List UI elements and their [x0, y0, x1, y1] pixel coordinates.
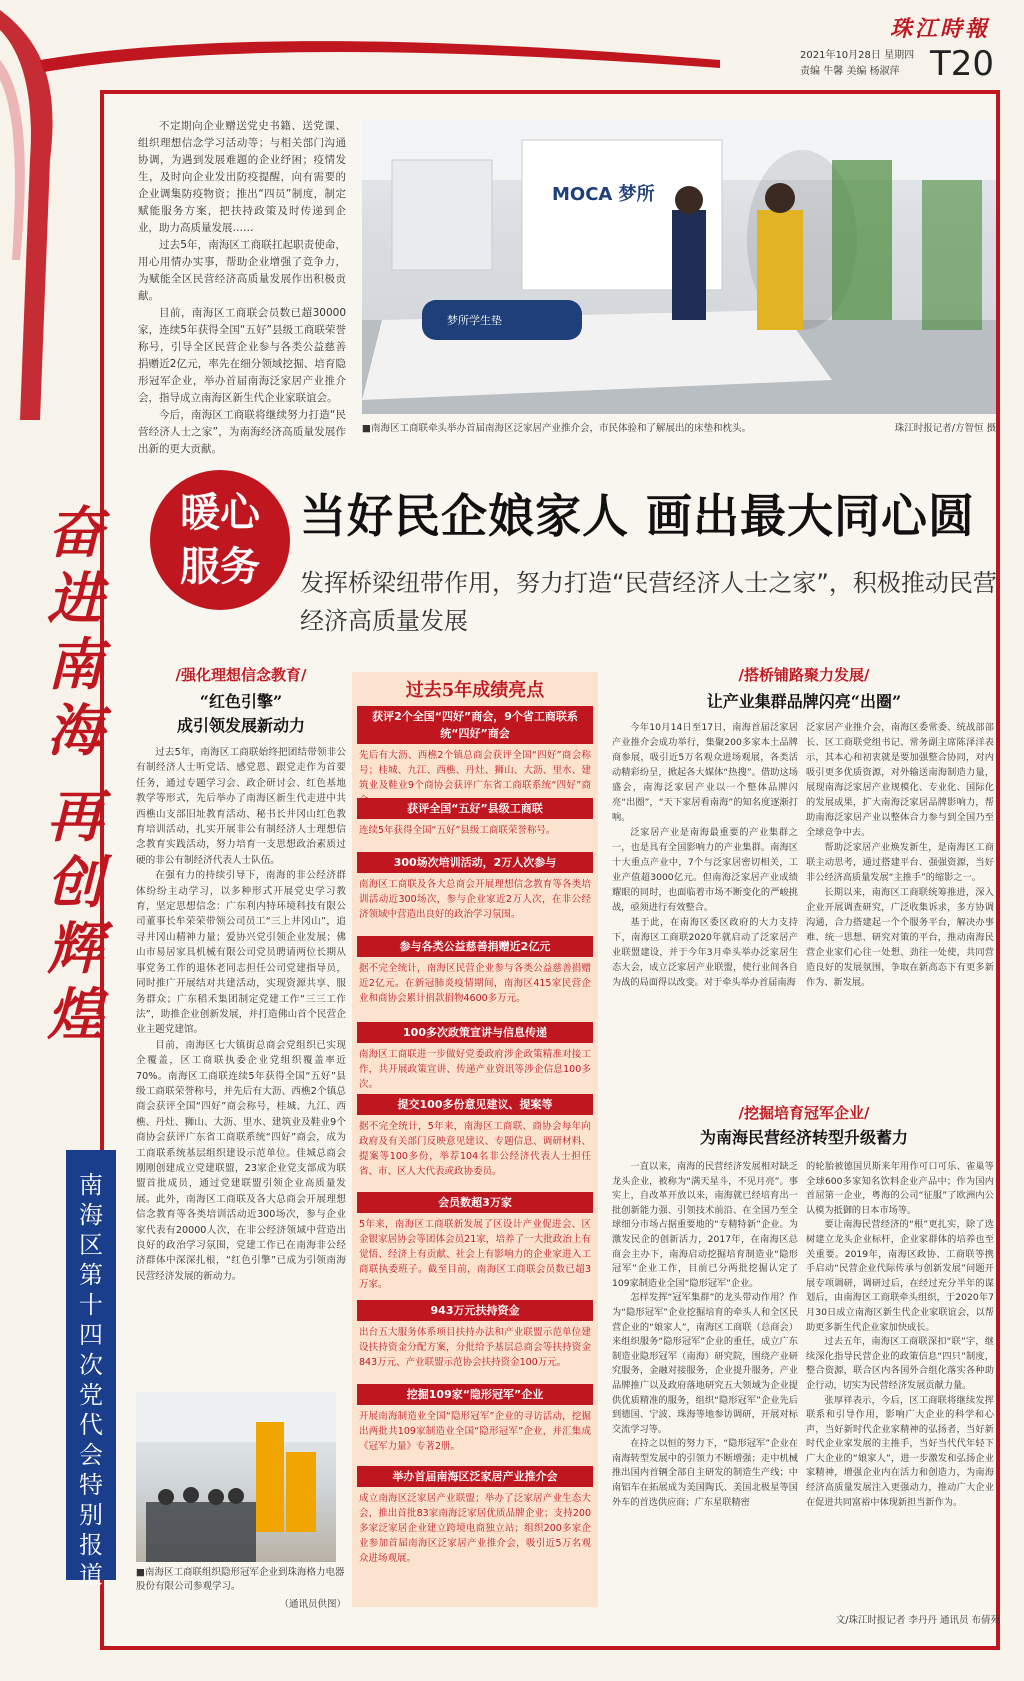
red-swoosh-decoration	[20, 20, 740, 100]
warm-service-badge	[150, 470, 290, 610]
intro-column	[138, 118, 346, 458]
brand-sign: MOCA 梦所	[552, 184, 655, 205]
section3-col2	[806, 1160, 994, 1510]
special-char: 特	[79, 1471, 103, 1499]
achievement-head: 参与各类公益慈善捐赠近2亿元	[357, 936, 593, 957]
special-report-label	[66, 1150, 116, 1589]
section2-col1	[612, 720, 798, 990]
section3-paragraph: 张厚祥表示，今后，区工商联将继续发挥联系和引导作用，影响广大企业的科学和心声，当好新时代企业家精神的弘扬者，当好新时代企业家发展的主推手，当好当代代年轻下广大企业的“娘家人”，进一步激发和弘扬企业家精神，增强企业内在活力和创造力，为南海经济高质量发展注入更强动力，推动广大企业在促进共同富裕中体现新担当新作为。	[806, 1394, 994, 1508]
section1-body	[136, 745, 346, 1284]
special-char: 十	[79, 1291, 103, 1319]
special-char: 四	[79, 1321, 103, 1349]
achievement-item	[357, 798, 593, 838]
achievement-head: 提交100多份意见建议、提案等	[357, 1094, 593, 1115]
section2-paragraph: 帮助泛家居产业焕发新生，是南海区工商联主动思考，通过搭建平台、强强资源，当好非公经济高质量发展“主推手”的缩影之一。	[806, 842, 994, 883]
section1-title: “红色引擎” 成引领发展新动力	[176, 692, 305, 735]
achievement-item	[357, 1466, 593, 1566]
achievement-body: 开展南海制造业全国“隐形冠军”企业的寻访活动，挖掘出两批共109家制造业全国“隐形冠军”企业，并汇集成《冠军力量》专著2册。	[359, 1411, 591, 1452]
achievement-item	[357, 1094, 593, 1179]
section2-title: 让产业集群品牌闪亮“出圈”	[706, 692, 902, 711]
slogan-char: 南	[47, 632, 103, 698]
slogan-spacer	[40, 764, 110, 784]
editors-line: 责编 牛馨 美编 杨淑萍	[800, 66, 900, 77]
slogan-char: 煌	[47, 982, 103, 1048]
achievement-head: 会员数超3万家	[357, 1192, 593, 1213]
achievement-head: 300场次培训活动，2万人次参与	[357, 852, 593, 873]
section2-paragraph: 泛家居产业推介会，南海区委常委、统战部部长、区工商联党组书记、常务副主席陈泽洋表示，其本心和初衷就是要加强整合协同，对内吸引更多优质资源，对外输送南海制造力量，展现南海泛家居产业规模化、专业化、国际化的发展成果，扩大南海泛家居品牌影响力，帮助南海泛家居产业以整体合力参与到全国乃至全球竞争中去。	[806, 722, 994, 838]
intro-paragraph: 今后，南海区工商联将继续努力打造“民营经济人士之家”，为南海经济高质量发展作出新的更大贡献。	[138, 409, 346, 455]
section2-col2	[806, 720, 994, 990]
section3-kicker: /挖掘培育冠军企业/	[738, 1104, 870, 1122]
slogan-calligraphy	[40, 500, 110, 1048]
special-char: 道	[79, 1561, 103, 1589]
special-char: 次	[79, 1351, 103, 1379]
achievement-body: 出台五大服务体系项目扶持办法和产业联盟示范单位建设扶持资金分配方案，分批给予基层总商会等扶持资金843万元、产业联盟示范协会扶持资金100万元。	[359, 1327, 591, 1368]
slogan-char: 创	[47, 850, 103, 916]
special-char: 党	[79, 1381, 103, 1409]
slogan-char: 进	[47, 566, 103, 632]
achievement-body: 先后有大沥、西樵2个镇总商会获评全国“四好”商会称号；桂城、九江、西樵、丹灶、狮山、大沥、里水、建筑业及鞋业9个商协会获评广东省工商联系统“四好”商	[359, 750, 591, 791]
special-char: 第	[79, 1261, 103, 1289]
mattress-label: 梦所学生垫	[447, 314, 502, 327]
achievement-body: 连续5年获得全国“五好”县级工商联荣誉称号。	[359, 825, 556, 836]
section3-title: 为南海民营经济转型升级蓄力	[699, 1128, 908, 1147]
special-char: 别	[79, 1501, 103, 1529]
intro-paragraph: 过去5年，南海区工商联扛起职责使命，用心用情办实事，帮助企业增强了竞争力，为赋能全区民营经济高质量发展作出积极贡献。	[138, 239, 346, 302]
section2-kicker: /搭桥铺路聚力发展/	[738, 666, 870, 684]
achievement-item	[357, 852, 593, 922]
page-number: T20	[930, 44, 995, 84]
section2-paragraph: 基于此，在南海区委区政府的大力支持下，南海区工商联2020年就启动了泛家居产业联盟建设，并于今年3月牵头举办泛家居生态大会，成立泛家居产业联盟，使行业间各自为战的局面得以改变。对于牵头举办首届南海	[612, 917, 798, 988]
section3-paragraph: 一直以来，南海的民营经济发展相对缺乏龙头企业，被称为“满天星斗，不见月亮”。事实上，自改革开放以来，南海就已经培育出一批创新能力强、引领技术前沿、在全国乃至全球细分市场占据重要地的“专精特新”企业。为激发民企的创新活力，2017年，在南海区总商会主办下，南海启动挖掘培育制造业“隐形冠军”企业工作，目前已分两批挖掘认定了109家制造业全国“隐形冠军”企业。	[612, 1161, 798, 1289]
section1-kicker: /强化理想信念教育/	[175, 666, 307, 684]
special-char: 海	[79, 1201, 103, 1229]
achievement-head: 获评2个全国“四好”商会，9个省工商联系统“四好”商会	[357, 706, 593, 744]
achievement-item	[357, 706, 593, 808]
issue-date: 2021年10月28日 星期四	[800, 50, 915, 61]
achievement-body: 据不完全统计，5年来，南海区工商联、商协会每年向政府及有关部门反映意见建议、专题信息、调研材料、提案等100多份，举荐104名非公经济代表人士担任省、市、区人大代表或政协委员。	[359, 1121, 591, 1177]
section2-paragraph: 长期以来，南海区工商联统筹推进，深入企业开展调查研究，广泛收集诉求，多方协调沟通，合力搭建起一个个服务平台，解决办事难、统一思想、研究对策的平台，推动南海民营企业家们心往一处想、劲往一处使，共同营造良好的发展氛围，争取在新高态下有更多新作为、新发展。	[806, 887, 994, 988]
expo-photo	[362, 120, 996, 414]
section3-paragraph: 要让南海民营经济的“根”更扎实，除了选树建立龙头企业标杆，企业家群体的培养也至关重要。2019年，南海区政协、工商联等携手启动“民营企业代际传承与创新发展”问题开展专项调研，调研过后，在经过充分半年的谋划后，由南海区工商联牵头组织，于2020年7月30日成立南海区新生代企业家联谊会，以帮助更多新生代企业家加快成长。	[806, 1219, 994, 1333]
section3-paragraph: 在持之以恒的努力下，“隐形冠军”企业在南海转型发展中的引领力不断增强；走中机械推出国内首辆全部自主研发的制造生产线；中南铝车在拓展成为美国陶氏、美国北极星等国外车的首选供应商；广东星联精密	[612, 1438, 798, 1508]
small-photo-caption: ■南海区工商联组织隐形冠军企业到珠海格力电器股份有限公司参观学习。	[136, 1567, 345, 1592]
achievement-head: 943万元扶持资金	[357, 1300, 593, 1321]
section3-paragraph: 过去五年，南海区工商联深扣“联”字，继续深化指导民营企业的政策信息“四只”制度，整合资源，联合区内各国外合组化落实各种助企行动，切实为民营经济发展贡献力量。	[806, 1336, 994, 1391]
achievements-title: 过去5年成绩亮点	[405, 680, 545, 701]
article-byline: 文/珠江时报记者 李丹丹 通讯员 布倩苑	[835, 1615, 1000, 1626]
achievement-item	[357, 1192, 593, 1292]
small-photo-credit: （通讯员供图）	[279, 1599, 346, 1610]
intro-paragraph: 不定期向企业赠送党史书籍、送党课、组织理想信念学习活动等；与相关部门沟通协调，为遇到发展难题的企业纾困；疫情发生，及时向企业发出防疫提醒，向有需要的企业调集防疫物资；推出“四员”制度，制定赋能服务方案，把扶持政策及时传递到企业，助力高质量发展……	[138, 120, 346, 234]
achievement-item	[357, 1022, 593, 1092]
achievement-item	[357, 1300, 593, 1370]
section2-paragraph: 今年10月14日至17日，南海首届泛家居产业推介会成功举行，集聚200多家本土品牌商参展，吸引近5万名观众进场观展，各类活动精彩纷呈，掀起各大媒体“热搜”。借助这场盛会，南海泛家居产业以一个整体品牌闪亮“出圈”，“天下家居看南海”的知名度逐渐打响。	[612, 722, 798, 823]
achievement-item	[357, 1384, 593, 1454]
achievement-head: 举办首届南海区泛家居产业推介会	[357, 1466, 593, 1487]
special-char: 南	[79, 1171, 103, 1199]
achievement-item	[357, 936, 593, 1006]
slogan-char: 海	[47, 698, 103, 764]
achievement-body: 南海区工商联进一步做好党委政府涉企政策精准对接工作，共开展政策宣讲、传递产业资讯等涉企信息100多次。	[359, 1049, 591, 1090]
slogan-char: 奋	[47, 500, 103, 566]
section3-paragraph: 的轮胎被德国贝斯来年用作可口可乐、雀巢等全球600多家知名饮料企业产品中；作为国内首屈第一企业，粤海的公司“征服”了欧洲内公认模为抵御的日本市场等。	[806, 1161, 994, 1216]
special-char: 区	[79, 1231, 103, 1259]
photo-credit: 珠江时报记者/方智恒 摄	[894, 423, 996, 434]
special-char: 会	[79, 1441, 103, 1469]
achievement-body: 据不完全统计，南海区民营企业参与各类公益慈善捐赠近2亿元。在新冠肺炎疫情期间，南海区415家民营企业和商协会累计捐款捐物4600多万元。	[359, 963, 591, 1004]
achievement-head: 获评全国“五好”县级工商联	[357, 798, 593, 819]
section1-paragraph: 过去5年，南海区工商联始终把团结带领非公有制经济人士听党话、感党恩、跟党走作为首要任务，通过专题学习会、政企研讨会、红色基地教学等形式，先后举办了南海区新生代走进中共西樵山支部旧址教育活动、秘书长井冈山红色教育培训活动，扎实开展非公有制经济人士理想信念教育实践活动，努力培育一支思想政治素质过硬的非公有制经济代表人士队伍。	[136, 747, 346, 866]
slogan-char: 辉	[47, 916, 103, 982]
achievement-head: 100多次政策宣讲与信息传递	[357, 1022, 593, 1043]
masthead-logo: 珠江時報	[889, 16, 990, 42]
intro-paragraph: 目前，南海区工商联会员数已超30000家，连续5年获得全国“五好”县级工商联荣誉称号，引导全区民营企业参与各类公益慈善捐赠近2亿元，率先在细分领域挖掘、培育隐形冠军企业，举办首届南海泛家居产业推介会，指导成立南海区新生代企业家联谊会。	[138, 307, 346, 404]
special-char: 报	[79, 1531, 103, 1559]
achievement-head: 挖掘109家“隐形冠军”企业	[357, 1384, 593, 1405]
special-char: 代	[79, 1411, 103, 1439]
achievement-body: 5年来，南海区工商联新发展了区设计产业促进会、区金银家居协会等团体会员21家，培养了一大批政治上有觉悟、经济上有贡献、社会上有影响力的企业家进入工商联执委班子。截至目前，南海区工商联会员数已超3万家。	[359, 1219, 591, 1290]
factory-visit-photo	[136, 1392, 336, 1562]
section2-paragraph: 泛家居产业是南海最重要的产业集群之一，也是具有全国影响力的产业集群。南海区十大重点产业中，7个与泛家居密切相关，工业产值超3000亿元。但南海泛家居产业成绩耀眼的同时，也面临着市场不断变化的严峻挑战，亟须进行有效整合。	[612, 827, 798, 913]
section3-paragraph: 怎样发挥“冠军集群”的龙头带动作用？作为“隐形冠军”企业挖掘培育的牵头人和全区民营企业的“娘家人”，南海区工商联（总商会）来组织服务“隐形冠军”企业的重任，成立广东制造业隐形冠军（南海）研究院，围绕产业研究服务，金融对接服务，企业提升服务，产业品牌推广以及政府落地研究五大领域为企业提供优质精准的服务，组织“隐形冠军”企业先后到德国、宁波、珠海等地参访调研，开展对标交流学习等。	[612, 1292, 798, 1435]
badge-line: 服务	[180, 543, 260, 590]
section1-paragraph: 在强有力的持续引导下，南海的非公经济群体纷纷主动学习，以多种形式开展党史学习教育，坚定思想信念：广东利内特环境科技有限公司董事长牟荣荣带领公司员工“三上井冈山”，追寻井冈山精神力量；爱协兴党引领企业发展；佛山市易居家具机械有限公司党员聘请两位长期从事党务工作的退休老同志担任公司党建指导员，同时推广开展结对共建活动，实现资源共享、服务群众；广东稻禾集团制定党建工作“三三工作法”，助推企业创新发展，并打造佛山首个民营企业主题党建馆。	[136, 870, 346, 1036]
section3-col1	[612, 1160, 798, 1510]
section1-paragraph: 目前，南海区七大镇街总商会党组织已实现全覆盖，区工商联执委企业党组织覆盖率近70%。南海区工商联连续5年获得全国“五好”县级工商联荣誉称号，并先后有大沥、西樵2个镇总商会获评全国“四好”商会称号，桂城、九江、西樵、丹灶、狮山、大沥、里水、建筑业及鞋业9个商协会获评广东省工商联系统“四好”商会，成为工商联系统基层组织建设示范单位。佳城总商会刚刚创建成立党建联盟，23家企业党支部成为联盟首批成员，通过党建联盟引领企业高质量发展。此外，南海区工商联及各大总商会开展理想信念教育等各类培训活动近300场次，参与企业家代表有20000人次，在非公经济领域中营造出良好的政治学习氛围，党建工作已在南海非公经济群体中深深扎根，“红色引擎”已成为引领南海民营经济发展的新动力。	[136, 1039, 346, 1282]
badge-line: 暖心	[180, 489, 260, 536]
photo-caption: ■南海区工商联牵头举办首届南海区泛家居产业推介会，市民体验和了解展出的床垫和枕头。	[362, 423, 751, 434]
achievement-body: 成立南海区泛家居产业联盟；举办了泛家居产业生态大会，推出首批83家南海泛家居优质品牌企业；支持200多家泛家居企业建立跨境电商独立站；组织200多家企业参加首届南海区泛家居产业推介会，吸引近5万名观众进场观展。	[359, 1493, 591, 1564]
achievement-body: 南海区工商联及各大总商会开展理想信念教育等各类培训活动近300场次，参与企业家近2万人次，在非公经济领域中营造出良好的政治学习氛围。	[359, 879, 591, 920]
sub-headline: 发挥桥梁纽带作用，努力打造“民营经济人士之家”，积极推动民营经济高质量发展	[300, 569, 997, 635]
main-headline: 当好民企娘家人 画出最大同心圆	[300, 489, 976, 543]
slogan-char: 再	[47, 784, 103, 850]
